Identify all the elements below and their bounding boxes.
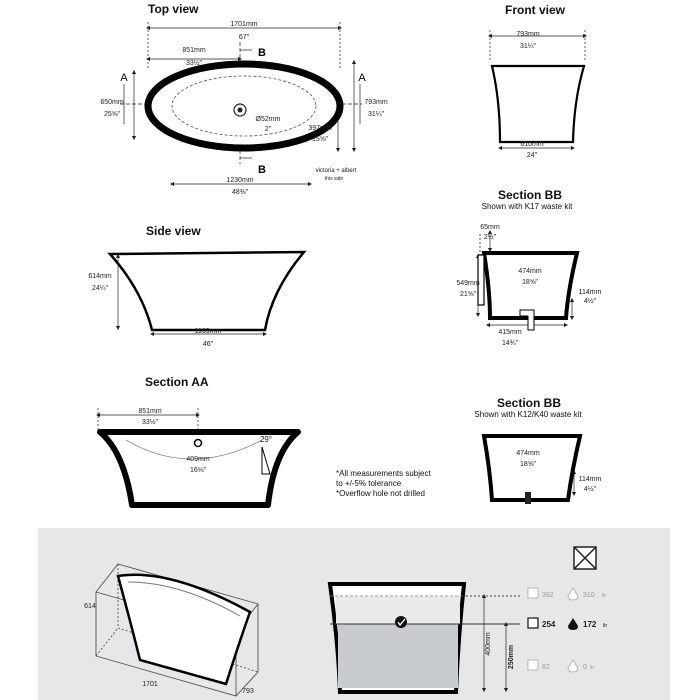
- note-line-1: *All measurements subject: [336, 469, 431, 478]
- section-bb-subtitle-1: Shown with K17 waste kit: [481, 202, 573, 211]
- top-half-in: 33½": [185, 60, 203, 67]
- front-view-outline: [492, 66, 584, 142]
- row3-unit: ltr: [590, 665, 595, 671]
- top-half-mm: 851mm: [182, 47, 206, 54]
- bb1-height-mm: 549mm: [456, 280, 480, 287]
- row3-weight: 82: [542, 664, 550, 671]
- row2-unit: ltr: [603, 623, 608, 629]
- bb1-floor-mm: 114mm: [578, 289, 602, 296]
- front-top-in: 31¼": [519, 43, 537, 50]
- waste-kit-icon: [525, 492, 531, 504]
- section-bb-title-1: Section BB: [498, 188, 563, 202]
- bb2-floor-in: 4½": [583, 486, 597, 493]
- depth-400: 400mm: [485, 632, 492, 656]
- side-height-in: 24¼": [91, 285, 109, 292]
- top-width-in: 25⅝": [103, 111, 121, 118]
- top-outer-mm: 793mm: [364, 99, 388, 106]
- volume-icon-active: [568, 618, 578, 630]
- note-line-3: *Overflow hole not drilled: [336, 489, 425, 498]
- bb2-floor-mm: 114mm: [578, 476, 602, 483]
- front-view-title: Front view: [505, 3, 566, 17]
- bb1-top-mm: 65mm: [480, 224, 500, 231]
- no-tap-hole-icon: [574, 547, 596, 569]
- bb1-inner-in: 18⅝": [521, 279, 539, 286]
- side-view-outline: [110, 252, 304, 330]
- brand-mark: victoria + albert: [315, 168, 357, 174]
- row2-weight: 254: [542, 620, 556, 629]
- fill-marker-icon: [395, 616, 407, 628]
- top-outer-in: 31¼": [367, 111, 385, 118]
- iso-length: 1701: [142, 681, 158, 688]
- row1-unit: ltr: [602, 593, 607, 599]
- front-top-mm: 793mm: [516, 31, 540, 38]
- iso-height: 614: [84, 603, 96, 610]
- water-level-low: [338, 624, 458, 688]
- depth-250: 250mm: [508, 644, 515, 670]
- note-line-2: to +/-5% tolerance: [336, 479, 402, 488]
- bb1-base-in: 14¾": [501, 340, 519, 347]
- waste-diameter-mm: Ø52mm: [255, 116, 281, 123]
- top-width-mm: 650mm: [100, 99, 124, 106]
- bb1-height-in: 21⅝": [459, 291, 477, 298]
- top-length-mm: 1701mm: [230, 21, 258, 28]
- overflow-icon: [195, 440, 202, 447]
- section-b-label-top: B: [258, 47, 266, 59]
- section-bb-title-2: Section BB: [497, 396, 562, 410]
- aa-angle: 29°: [259, 435, 273, 444]
- bb2-inner-in: 18⅝": [519, 461, 537, 468]
- section-a-label-right: A: [358, 72, 366, 84]
- row3-volume: 0: [583, 664, 587, 671]
- row1-volume: 310: [583, 592, 595, 599]
- row2-volume: 172: [583, 620, 597, 629]
- side-height-mm: 614mm: [88, 273, 112, 280]
- bb1-top-in: 2½": [483, 234, 497, 241]
- front-base-in: 24": [526, 152, 538, 159]
- iso-width: 793: [242, 688, 254, 695]
- weight-icon-active: [528, 618, 538, 628]
- section-aa-title: Section AA: [145, 375, 209, 389]
- top-base-mm: 1230mm: [226, 177, 254, 184]
- top-base-in: 48⅜": [231, 189, 249, 196]
- weight-icons: [528, 588, 538, 670]
- aa-half-in: 33½": [141, 419, 159, 426]
- bb1-floor-in: 4½": [583, 298, 597, 305]
- top-length-in: 67": [238, 34, 250, 41]
- section-a-label-left: A: [120, 72, 128, 84]
- bb1-base-mm: 415mm: [498, 329, 522, 336]
- top-offset-mm: 397mm: [308, 125, 332, 132]
- top-offset-in: 15⅝": [311, 136, 329, 143]
- aa-depth-in: 16⅛": [189, 467, 207, 474]
- side-base-in: 46": [202, 341, 214, 348]
- aa-depth-mm: 409mm: [186, 456, 210, 463]
- section-bb-subtitle-2: Shown with K12/K40 waste kit: [474, 410, 582, 419]
- top-view-title: Top view: [148, 2, 199, 16]
- side-view-title: Side view: [146, 224, 201, 238]
- front-base-mm: 610mm: [520, 141, 544, 148]
- waste-diameter-in: 2": [264, 126, 272, 133]
- brand-side-note: this side: [324, 176, 344, 182]
- aa-half-mm: 851mm: [138, 408, 162, 415]
- section-b-label-bottom: B: [258, 164, 266, 176]
- section-bb-2-outline: [484, 436, 580, 500]
- bb2-inner-mm: 474mm: [516, 450, 540, 457]
- bb1-inner-mm: 474mm: [518, 268, 542, 275]
- side-base-mm: 1169mm: [194, 328, 222, 335]
- row1-weight: 392: [542, 592, 554, 599]
